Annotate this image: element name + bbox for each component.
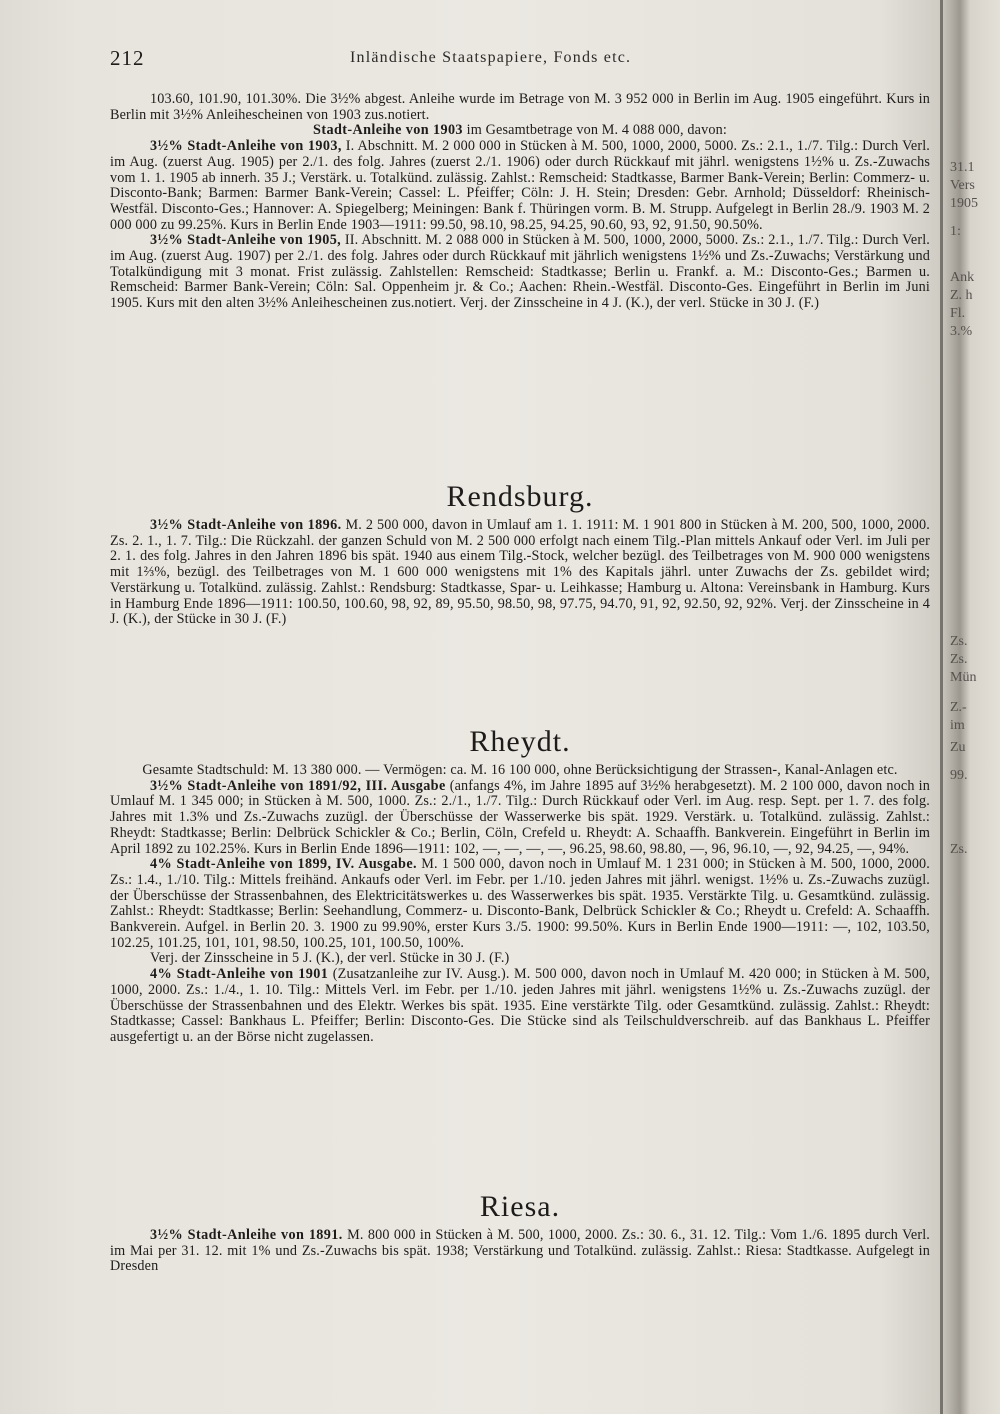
margin-fragment: Zs. [950, 652, 968, 667]
paragraph [110, 763, 930, 779]
margin-fragment: Zs. [950, 634, 968, 649]
margin-fragment: 99. [950, 768, 968, 783]
loan-entry [110, 518, 930, 628]
paragraph-text: Verj. der Zinsscheine in 5 J. (K.), der verl. Stücke in 30 J. (F.) [150, 950, 510, 967]
margin-fragment: 3.% [950, 324, 973, 339]
loan-details: I. Abschnitt. M. 2 000 000 in Stücken à M. 500, 1000, 2000, 5000. Zs.: 2.1., 1./7. Tilg.: Durch Verl. im Aug. (zuerst Aug. 1905) per 2./1. des folg. Jahres (zuerst 2./1. 1906) oder durch Rückkauf mit jährl. wenigstens 1½% u. Zs.-Zuwachs vom 1. 1. 1905 ab innerh. 35 J.; Verstärk. u. Totalkünd. zulässig. Zahlst.: Remscheid: Stadtkasse, Barmer Bank-Verein; Berlin: Commerz- u. Disconto-Bank; Barmen: Barmer Bank-Verein; Cassel: L. Pfeiffer; Cöln: J. H. Stein; Dresden: Gebr. Arnhold; Düsseldorf: Rheinisch-Westfäl. Disconto-Ges.; Hannover: A. Spiegelberg; Meiningen: Bank f. Thüringen vorm. B. M. Strupp. Aufgelegt in Berlin 28./9. 1903 M. 2 000 000 zu 99.25%. Kurs in Berlin Ende 1903—1911: 99.50, 98.10, 98.25, 94.25, 90.60, 93, 92, 91.50, 90.50%. [110, 138, 930, 233]
loan-details: II. Abschnitt. M. 2 088 000 in Stücken à M. 500, 1000, 2000, 5000. Zs.: 2.1., 1./7. Tilg.: Durch Verl. im Aug. (zuerst Aug. 1907) per 2./1. des folg. Jahres oder durch Rückkauf mit jährlich wenigstens 1½% und Zs.-Zuwachs; Verstärkung und Totalkündigung mit 3 monat. Frist zulässig. Zahlstellen: Remscheid: Stadtkasse; Berlin u. Frankf. a. M.: Disconto-Ges.; Barmen u. Remscheid: Barmer Bank-Verein; Cöln: Sal. Oppenheim jr. & Co.; Aachen: Rhein.-Westfäl. Disconto-Ges. Eingeführt in Berlin im Juni 1905. Kurs mit den alten 3½% Anleihescheinen zus.notiert. Verj. der Zinsscheine in 4 J. (K.), der verl. Stücke in 30 J. (F.) [110, 232, 930, 312]
city-heading: Rendsburg. [446, 480, 594, 513]
loan-details: M. 800 000 in Stücken à M. 500, 1000, 2000. Zs.: 30. 6., 31. 12. Tilg.: Vom 1./6. 1895 durch Verl. im Mai per 31. 12. mit 1% und Zs.-Zuwachs bis spät. 1938; Verstärkung und Totalkünd. zulässig. Zahlst.: Riesa: Stadtkasse. Aufgelegt in Dresden [110, 1227, 930, 1275]
margin-fragment: Ank [950, 270, 975, 285]
loan-details: (anfangs 4%, im Jahre 1895 auf 3½% herabgesetzt). M. 2 100 000, davon noch in Umlauf M. 1 345 000; in Stücken à M. 500, 1000. Zs.: 2./1., 1./7. Tilg.: Durch Rückkauf oder Verl. im Aug. resp. Sept. per 1. 7. des folg. Jahres mit 1.3% und Zs.-Zuwachs zuzügl. der Überschüsse der Wasserwerke bis spät. 1929. Verstärk. u. Totalkünd. zulässig. Zahlst.: Rheydt: Stadtkasse; Berlin: Delbrück Schickler & Co.; Berlin, Cöln, Crefeld u. Rheydt: A. Schaaffh. Bankverein. Eingeführt in Berlin im April 1892 zu 102.25%. Kurs in Berlin Ende 1896—1911: 102, —, —, —, —, 96.25, 98.60, 98.80, —, 96, 96.10, —, 92, 94.25, —, 94%. [110, 777, 930, 857]
adjacent-page-margin [947, 0, 1000, 1414]
loan-title: 3½% Stadt-Anleihe von 1891/92, III. Ausgabe [150, 777, 446, 794]
loan-entry [110, 233, 930, 312]
margin-fragment: Zs. [950, 842, 968, 857]
margin-fragment: Z.- [950, 700, 967, 715]
loan-entry [110, 967, 930, 1046]
section-rheydt [110, 725, 930, 1046]
paragraph [110, 951, 930, 967]
loan-title: 3½% Stadt-Anleihe von 1896. [150, 517, 342, 533]
loan-title: 4% Stadt-Anleihe von 1899, IV. Ausgabe. [150, 856, 417, 873]
city-heading: Riesa. [479, 1190, 561, 1223]
page-number: 212 [110, 46, 145, 70]
page-gutter-divider [940, 0, 943, 1414]
book-page [110, 40, 930, 1410]
margin-fragment: Mün [950, 670, 977, 685]
paragraph-text: im Gesamtbetrage von M. 4 088 000, davon: [466, 122, 727, 139]
remscheid-continuation [110, 92, 930, 312]
paragraph [110, 92, 930, 123]
running-title: Inländische Staatspapiere, Fonds etc. [350, 49, 632, 66]
margin-fragment: Zu [950, 740, 966, 755]
loan-title: 3½% Stadt-Anleihe von 1891. [150, 1227, 343, 1243]
section-riesa [110, 1190, 930, 1275]
margin-fragment: Fl. [950, 306, 966, 321]
paragraph-text: 103.60, 101.90, 101.30%. Die 3½% abgest. Anleihe wurde im Betrage von M. 3 952 000 in Berlin im Aug. 1905 eingeführt. Kurs in Berlin mit 3½% Anleihescheinen von 1903 zus.notiert. [110, 91, 930, 123]
loan-entry [110, 139, 930, 233]
loan-details: M. 2 500 000, davon in Umlauf am 1. 1. 1911: M. 1 901 800 in Stücken à M. 200, 500, 1000, 2000. Zs. 2. 1., 1. 7. Tilg.: Die Rückzahl. der ganzen Schuld von M. 2 500 000 erfolgt nach einem Tilg.-Plan mittels Ankauf oder Verl. im Juli per 2. 1. des folg. Jahres in den Jahren 1896 bis spät. 1940 aus einem Tilg.-Stock, welcher bezügl. des Teilbetrages von M. 900 000 wenigstens mit 1⅔%, bezügl. des Teilbetrages von M. 1 600 000 wenigstens mit 1% des Kapitals jährl. unter Zuwachs der Zs. gebildet wird; Verstärkung u. Totalkünd. zulässig. Zahlst.: Rendsburg: Stadtkasse, Spar- u. Leihkasse; Hamburg u. Altona: Vereinsbank in Hamburg. Kurs in Hamburg Ende 1896—1911: 100.50, 100.60, 98, 92, 89, 95.50, 98.50, 98, 97.75, 94.70, 91, 92, 92.50, 92, 92%. Verj. der Zinsscheine in 4 J. (K.), der Stücke in 30 J. (F.) [110, 517, 930, 628]
margin-fragment: Vers [950, 178, 975, 193]
loan-entry [110, 1228, 930, 1275]
margin-fragment: 1905 [950, 196, 978, 211]
margin-fragment: im [950, 718, 965, 733]
margin-fragment: 1: [950, 224, 961, 239]
city-heading: Rheydt. [469, 725, 571, 758]
loan-entry [110, 857, 930, 951]
loan-title: 3½% Stadt-Anleihe von 1903, [150, 138, 342, 155]
loan-title: 3½% Stadt-Anleihe von 1905, [150, 232, 342, 249]
paragraph-text: Gesamte Stadtschuld: M. 13 380 000. — Vermögen: ca. M. 16 100 000, ohne Berücksichtigung der Strassen-, Kanal-Anlagen etc. [142, 762, 898, 778]
margin-fragment: 31.1 [950, 160, 975, 175]
loan-title: Stadt-Anleihe von 1903 [313, 122, 463, 139]
loan-details: M. 1 500 000, davon noch in Umlauf M. 1 231 000; in Stücken à M. 500, 1000, 2000. Zs.: 1.4., 1./10. Tilg.: Mittels freihänd. Ankaufs oder Verl. im Febr. per 1./10. jeden Jahres mit jährl. wenigst. 1½% u. Zs.-Zuwachs zuzügl. der Überschüsse der Strassenbahnen, des Elektricitätswerkes u. des Wasserwerkes bis spät. 1935. Verstärkte Tilg. u. Gesamtkünd. zulässig. Zahlst.: Rheydt: Stadtkasse; Berlin: Seehandlung, Commerz- u. Disconto-Bank, Delbrück Schickler & Co.; Rheydt u. Crefeld: A. Schaaffh. Bankverein. Aufgel. in Berlin 20. 3. 1900 zu 99.90%, erster Kurs 3./5. 1900: 99.50%. Kurs in Berlin Ende 1900—1911: —, 102, 103.50, 102.25, 101.25, 101, 101, 98.50, 100.25, 101, 100.50, 100%. [110, 856, 930, 951]
loan-details: (Zusatzanleihe zur IV. Ausg.). M. 500 000, davon noch in Umlauf M. 420 000; in Stücken à M. 500, 1000, 2000. Zs.: 1./4., 1. 10. Tilg.: Mittels Verl. im Febr. per 1./10. jeden Jahres mit jährl. wenigstens 1½% u. Zs.-Zuwachs zuzügl. der Überschüsse der Strassenbahnen und des Elektr. Werkes bis spät. 1935. Eine verstärkte Tilg. oder Gesamtkünd. zulässig. Zahlst.: Rheydt: Stadtkasse; Cassel: Bankhaus L. Pfeiffer; Berlin: Disconto-Ges. Die Stücke sind als Teilschuldverschreib. auf das Bankhaus L. Pfeiffer ausgefertigt u. an der Börse nicht zugelassen. [110, 966, 930, 1045]
paragraph [110, 123, 930, 139]
section-rendsburg [110, 480, 930, 628]
loan-title: 4% Stadt-Anleihe von 1901 [150, 966, 329, 983]
margin-fragment: Z. h [950, 288, 973, 303]
page-header [110, 40, 930, 84]
loan-entry [110, 779, 930, 858]
